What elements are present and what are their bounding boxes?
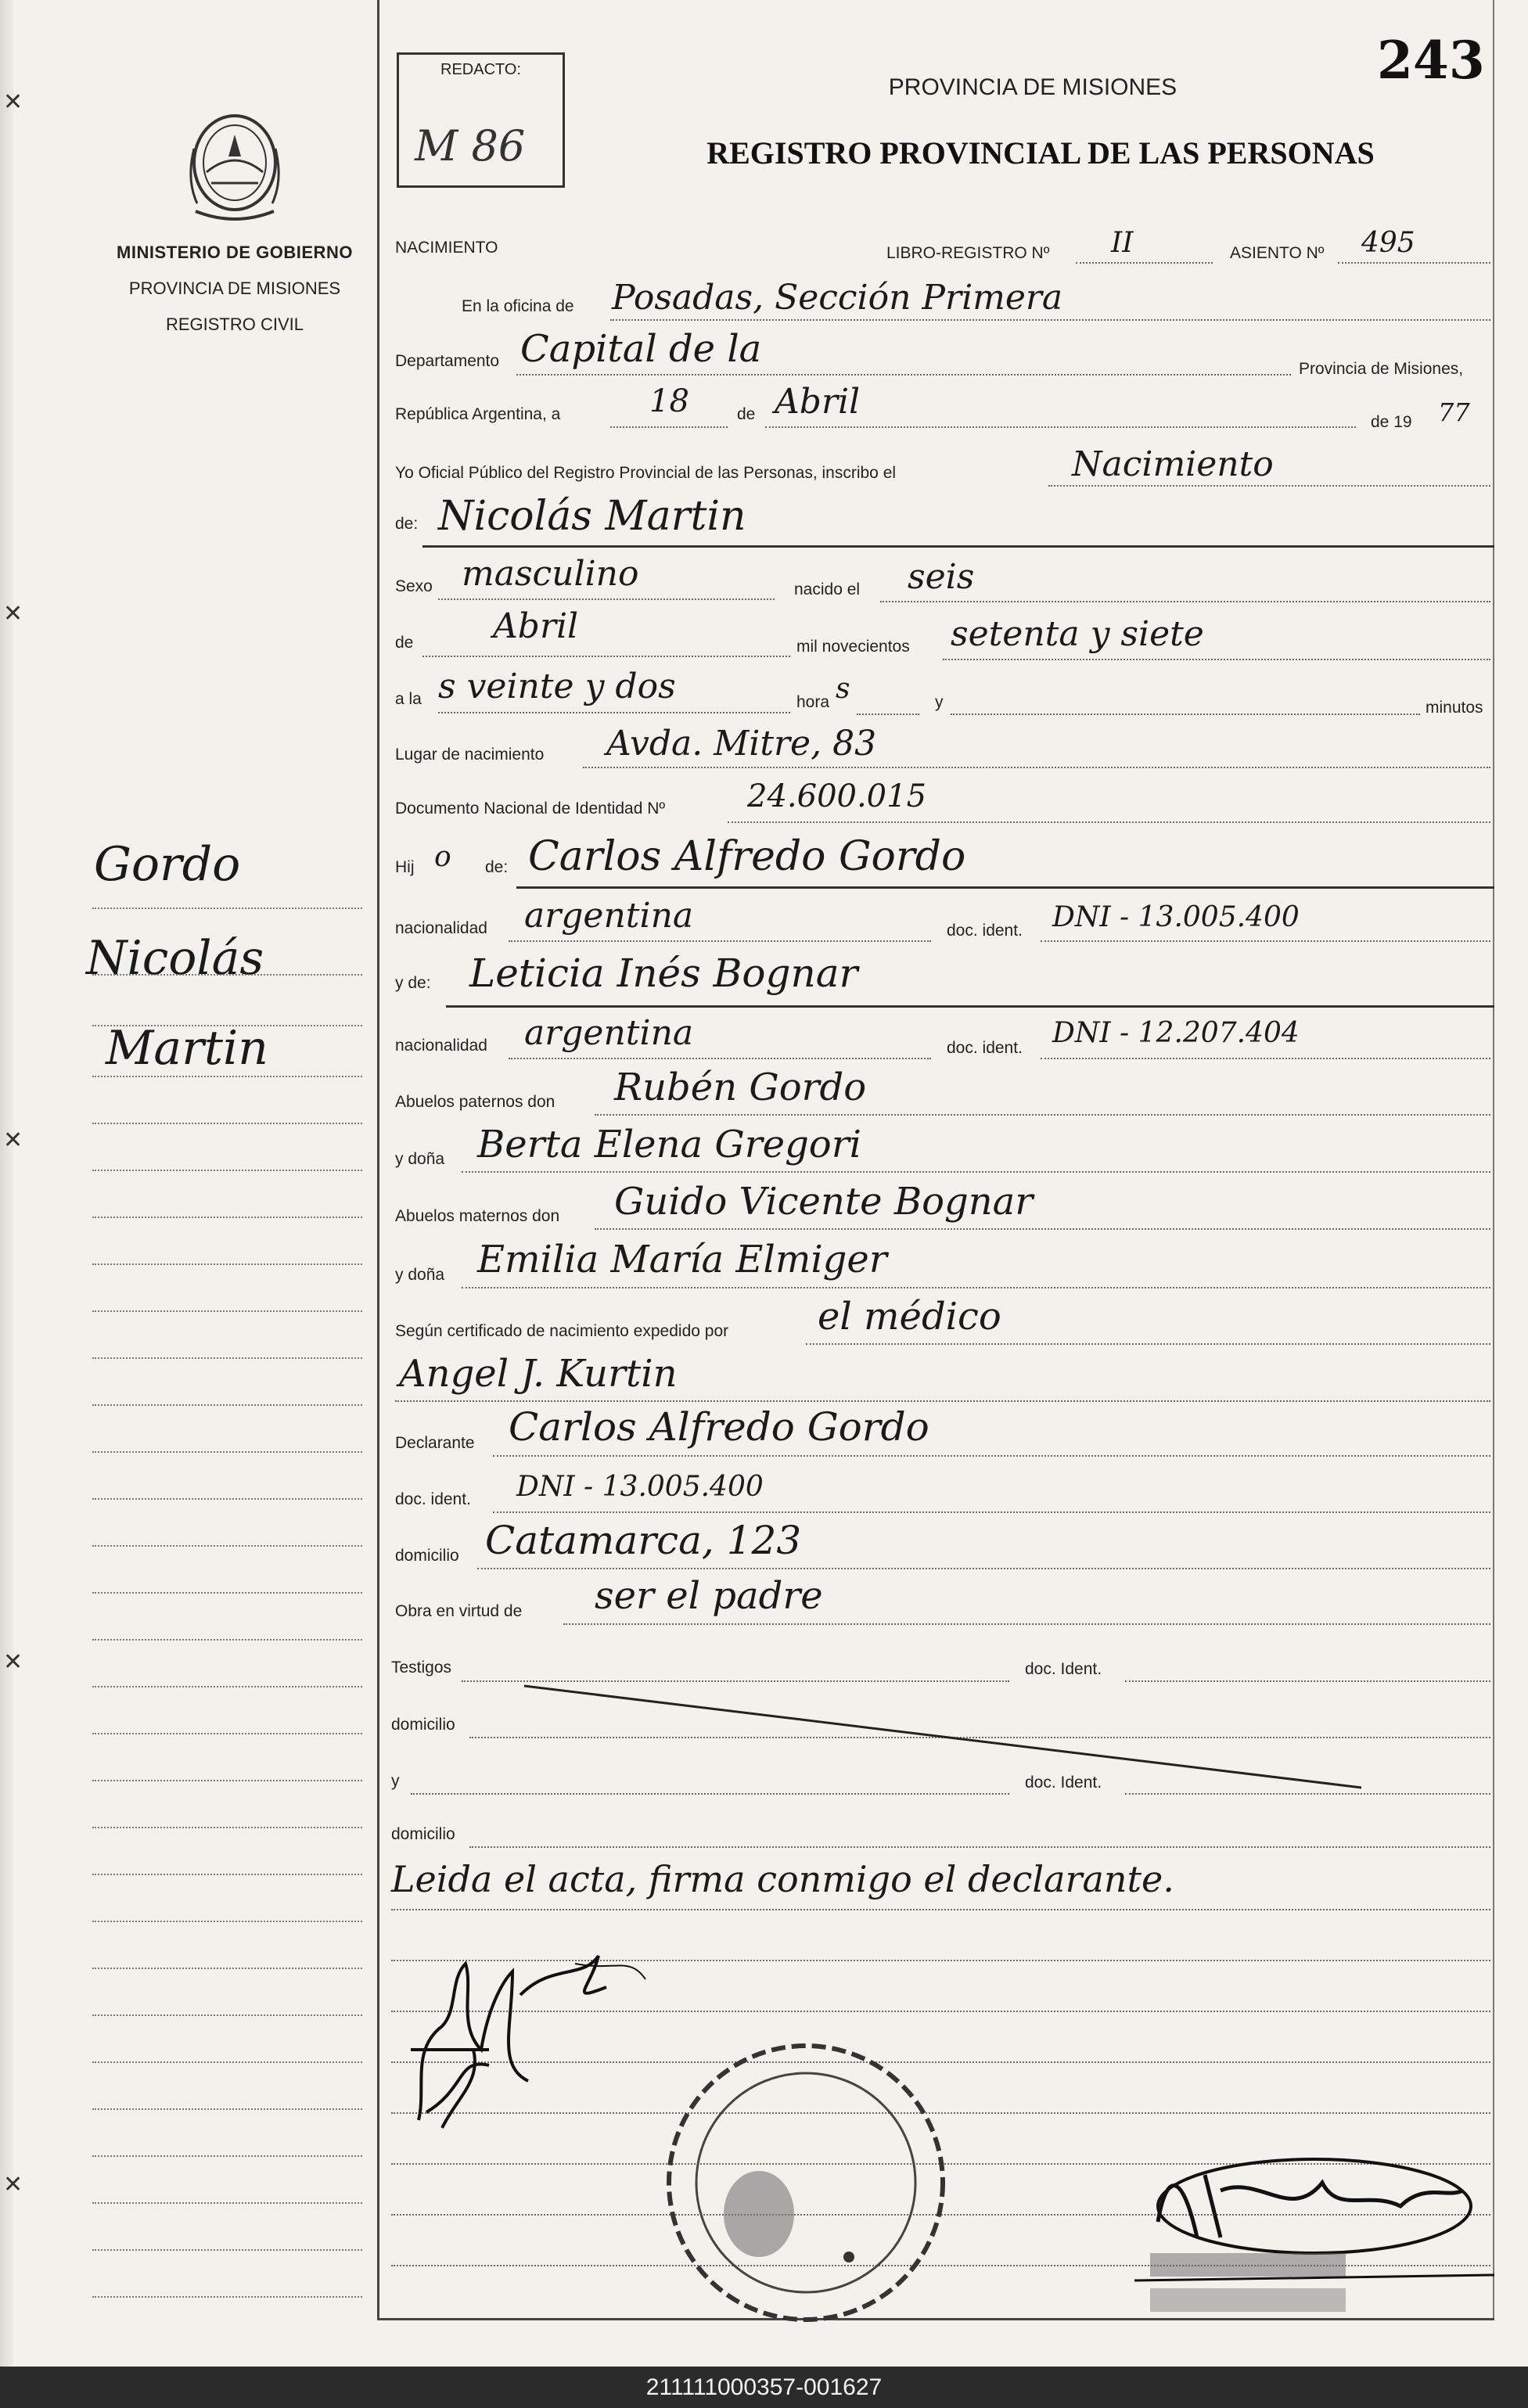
margin-line	[92, 1639, 362, 1641]
dotted-line	[563, 1623, 1490, 1625]
margin-line	[92, 1921, 362, 1922]
yde-label: y de:	[395, 974, 431, 992]
dotted-line	[880, 601, 1490, 602]
margin-line	[92, 2202, 362, 2204]
dotted-line	[462, 1287, 1490, 1288]
sexo-label: Sexo	[395, 577, 433, 595]
margin-line	[92, 1404, 362, 1406]
dotted-line	[438, 712, 790, 713]
margin-line	[92, 1592, 362, 1594]
departamento-value: Capital de la	[520, 327, 762, 371]
margin-line	[92, 1357, 362, 1359]
mil-label: mil novecientos	[796, 638, 910, 656]
dotted-line	[516, 374, 1291, 376]
page-number: 243	[1377, 30, 1485, 91]
dotted-line	[765, 426, 1356, 428]
de-nombre-label: de:	[395, 515, 419, 533]
ydona1-label: y doña	[395, 1150, 445, 1168]
doc4-label: doc. Ident.	[1025, 1660, 1102, 1678]
dotted-line	[469, 1846, 1490, 1848]
cancellation-stroke	[516, 1674, 1377, 1799]
abmat-label: Abuelos maternos don	[395, 1207, 560, 1225]
dotted-line	[806, 1343, 1490, 1345]
dotted-line	[1041, 1058, 1490, 1059]
testigos-label: Testigos	[391, 1659, 452, 1677]
dotted-line	[462, 1171, 1490, 1173]
dotted-line	[857, 713, 919, 715]
oficial-label: Yo Oficial Público del Registro Provincial de las Personas, inscribo el	[395, 464, 897, 482]
leida-value: Leida el acta, firma conmigo el declarante.	[391, 1858, 1174, 1900]
ministry-province: PROVINCIA DE MISIONES	[128, 279, 341, 298]
abmat2-value: Emilia María Elmiger	[477, 1238, 887, 1281]
anio-value: 77	[1438, 397, 1470, 427]
nacido-label: nacido el	[794, 580, 861, 598]
lugar-label: Lugar de nacimiento	[395, 746, 545, 764]
nac1-value: argentina	[524, 896, 694, 936]
margin-line	[92, 1123, 362, 1124]
margin-line	[92, 1025, 362, 1026]
dotted-line	[438, 598, 775, 600]
margin-line	[92, 1545, 362, 1547]
lugar-value: Avda. Mitre, 83	[606, 724, 877, 764]
header-registry: REGISTRO PROVINCIAL DE LAS PERSONAS	[706, 135, 1375, 171]
dotted-line	[610, 319, 1490, 321]
doc2-value: DNI - 12.207.404	[1052, 1017, 1300, 1049]
margin-line	[92, 1968, 362, 1969]
column-divider	[377, 0, 379, 2320]
medico-value: Angel J. Kurtin	[399, 1352, 678, 1396]
dotted-line	[943, 659, 1490, 660]
image-id-bar	[0, 2367, 1528, 2408]
dotted-line	[610, 426, 728, 428]
domicilio2-label: domicilio	[391, 1716, 455, 1734]
margin-line	[92, 2296, 362, 2298]
domicilio3-label: domicilio	[391, 1825, 455, 1843]
ydona2-label: y doña	[395, 1266, 445, 1284]
abpat-value: Rubén Gordo	[614, 1066, 867, 1109]
margin-line	[92, 1780, 362, 1781]
de2-label: de	[395, 634, 414, 652]
madre-value: Leticia Inés Bognar	[469, 951, 858, 996]
mes-value: Abril	[775, 382, 861, 422]
margin-line	[92, 974, 362, 976]
image-id-label: 211111000357-001627	[645, 2374, 883, 2400]
dotted-line	[1041, 940, 1490, 942]
ministry-header	[78, 102, 391, 335]
margin-middle-name: Martin	[106, 1021, 268, 1076]
margin-line	[92, 1263, 362, 1265]
hijo-de-label: de:	[485, 858, 509, 876]
margin-line	[92, 2249, 362, 2251]
dni-label: Documento Nacional de Identidad Nº	[395, 800, 666, 818]
margin-surname: Gordo	[94, 837, 241, 892]
ministry-registry: REGISTRO CIVIL	[165, 314, 304, 334]
margin-line	[92, 2014, 362, 2016]
ala-label: a la	[395, 690, 422, 708]
staple-mark-icon: ✕	[3, 600, 23, 627]
dotted-line	[391, 1909, 1490, 1910]
doc1-label: doc. ident.	[947, 922, 1023, 940]
horas-suffix: s	[836, 673, 850, 705]
nac2-value: argentina	[524, 1013, 694, 1053]
nac2-label: nacionalidad	[395, 1037, 487, 1055]
padre-value: Carlos Alfredo Gordo	[528, 833, 966, 880]
margin-line	[92, 1217, 362, 1218]
y2-label: y	[391, 1772, 400, 1790]
name-rule	[422, 545, 1494, 548]
margin-given-name: Nicolás	[86, 931, 264, 986]
dotted-line	[493, 1455, 1490, 1457]
obra-value: ser el padre	[595, 1574, 823, 1618]
dotted-line	[493, 1511, 1490, 1513]
staple-mark-icon: ✕	[3, 1127, 23, 1154]
asiento-value: 495	[1361, 227, 1415, 259]
oficial-value: Nacimiento	[1072, 444, 1274, 484]
margin-line	[92, 1170, 362, 1171]
abpat-label: Abuelos paternos don	[395, 1093, 555, 1111]
margin-line	[92, 2061, 362, 2063]
official-seal-stamp	[657, 2003, 955, 2331]
asiento-label: ASIENTO Nº	[1230, 244, 1325, 262]
abpat2-value: Berta Elena Gregori	[477, 1123, 861, 1166]
dotted-line	[951, 713, 1420, 715]
doc5-label: doc. Ident.	[1025, 1774, 1102, 1792]
nac1-label: nacionalidad	[395, 919, 487, 937]
doc3-label: doc. ident.	[395, 1490, 471, 1508]
staple-mark-icon: ✕	[3, 88, 23, 116]
margin-line	[92, 907, 362, 909]
dotted-line	[595, 1228, 1490, 1230]
domicilio-value: Catamarca, 123	[485, 1518, 802, 1563]
header-province: PROVINCIA DE MISIONES	[888, 74, 1177, 100]
right-border	[1493, 0, 1494, 2320]
dia-value: 18	[649, 383, 689, 419]
horas-label: hora	[796, 693, 830, 711]
dotted-line	[509, 940, 931, 942]
dotted-line	[395, 1400, 1490, 1402]
ministry-name: MINISTERIO DE GOBIERNO	[117, 243, 353, 262]
doc3-value: DNI - 13.005.400	[516, 1471, 764, 1503]
margin-line	[92, 1733, 362, 1734]
libro-label: LIBRO-REGISTRO Nº	[886, 244, 1050, 262]
margin-line	[92, 1451, 362, 1453]
margin-line	[92, 1686, 362, 1687]
oficina-label: En la oficina de	[462, 297, 574, 315]
segun-label: Según certificado de nacimiento expedido por	[395, 1322, 729, 1340]
obra-label: Obra en virtud de	[395, 1602, 523, 1620]
redacto-label: REDACTO:	[440, 61, 521, 78]
dotted-line	[509, 1058, 931, 1059]
staple-mark-icon: ✕	[3, 2171, 23, 2198]
segun-value: el médico	[818, 1295, 1001, 1339]
dotted-line	[1076, 262, 1213, 264]
dotted-line	[595, 1114, 1490, 1116]
margin-line	[92, 2108, 362, 2110]
de19-label: de 19	[1371, 413, 1412, 431]
hijo-label: Hij	[395, 858, 415, 876]
mes2-value: Abril	[493, 606, 579, 646]
y-label: y	[935, 693, 944, 711]
abmat-value: Guido Vicente Bognar	[614, 1180, 1034, 1224]
doc2-label: doc. ident.	[947, 1039, 1023, 1057]
declarante-value: Carlos Alfredo Gordo	[509, 1404, 929, 1450]
declarante-label: Declarante	[395, 1434, 475, 1452]
margin-line	[92, 2155, 362, 2157]
redacto-box	[397, 52, 565, 188]
domicilio-label: domicilio	[395, 1547, 459, 1565]
margin-line	[92, 1827, 362, 1828]
mil-value: setenta y siete	[951, 614, 1204, 654]
nacido-value: seis	[908, 557, 975, 597]
dotted-line	[728, 821, 1490, 823]
dotted-line	[583, 767, 1490, 768]
father-rule	[516, 886, 1494, 889]
officer-signature	[1134, 2144, 1494, 2331]
margin-line	[92, 1310, 362, 1312]
dotted-line	[477, 1568, 1490, 1569]
margin-line	[92, 1874, 362, 1875]
sexo-value: masculino	[462, 554, 639, 594]
de-label: de	[737, 405, 756, 423]
hora-value: s veinte y dos	[438, 667, 676, 706]
declarant-signature	[395, 1932, 653, 2136]
nacimiento-label: NACIMIENTO	[395, 239, 498, 257]
provincia-label: Provincia de Misiones,	[1299, 360, 1464, 378]
republica-label: República Argentina, a	[395, 405, 561, 423]
mother-rule	[446, 1005, 1494, 1008]
nombre-value: Nicolás Martin	[438, 493, 746, 540]
dotted-line	[422, 656, 790, 657]
hijo-suffix: o	[434, 841, 451, 873]
doc1-value: DNI - 13.005.400	[1052, 901, 1300, 933]
departamento-label: Departamento	[395, 352, 500, 370]
redacto-value: M 86	[415, 121, 526, 171]
binding-strip	[0, 0, 14, 2367]
dni-value: 24.600.015	[747, 778, 927, 814]
margin-line	[92, 1498, 362, 1500]
dotted-line	[1338, 262, 1490, 264]
minutos-label: minutos	[1426, 699, 1483, 717]
oficina-value: Posadas, Sección Primera	[612, 278, 1063, 318]
staple-mark-icon: ✕	[3, 1648, 23, 1676]
margin-line	[92, 1076, 362, 1077]
libro-value: II	[1111, 227, 1134, 259]
dotted-line	[1048, 485, 1490, 487]
